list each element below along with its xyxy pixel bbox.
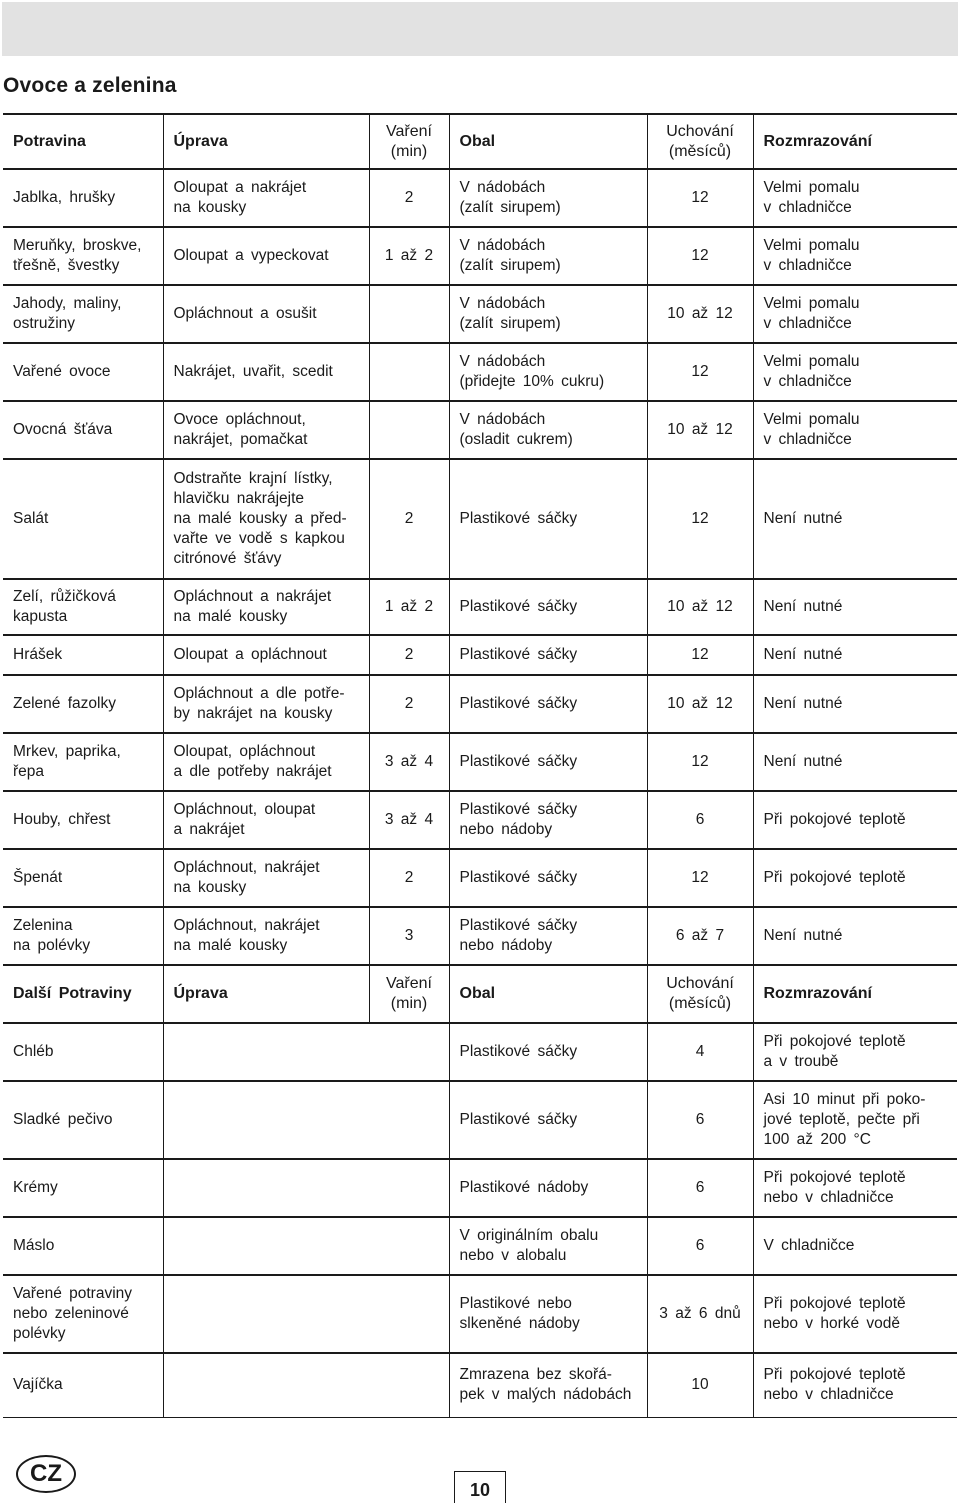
- prep-cell: Opláchnout, nakrájet na malé kousky: [163, 907, 369, 965]
- food-cell: Vajíčka: [3, 1353, 163, 1417]
- table-row: [3, 227, 957, 285]
- cook-cell: 2: [369, 169, 449, 227]
- pack-cell: Plastikové sáčky: [449, 459, 647, 579]
- table-row: [3, 635, 957, 675]
- pack-cell: V nádobách (zalít sirupem): [449, 169, 647, 227]
- thaw-cell: Není nutné: [753, 579, 957, 635]
- table-header: [3, 114, 957, 169]
- pack-cell: Plastikové sáčky nebo nádoby: [449, 907, 647, 965]
- prep-cell: Opláchnout, nakrájet na kousky: [163, 849, 369, 907]
- store-cell: 6: [647, 1081, 753, 1159]
- thaw-cell: V chladničce: [753, 1217, 957, 1275]
- thaw-cell: Při pokojové teplotě nebo v chladničce: [753, 1353, 957, 1417]
- cook-cell: [369, 401, 449, 459]
- store-cell: 12: [647, 635, 753, 675]
- section-title: Ovoce a zelenina: [3, 74, 177, 97]
- store-cell: 10: [647, 1353, 753, 1417]
- header-pack: Obal: [449, 114, 647, 169]
- cook-cell: 1 až 2: [369, 579, 449, 635]
- food-cell: Máslo: [3, 1217, 163, 1275]
- table-row: [3, 675, 957, 733]
- blank-cell: [163, 1353, 449, 1417]
- table-row: [3, 169, 957, 227]
- header-other-food: Další Potraviny: [3, 965, 163, 1023]
- pack-cell: V nádobách (zalít sirupem): [449, 227, 647, 285]
- store-cell: 12: [647, 849, 753, 907]
- header-other-thaw: Rozmrazování: [753, 965, 957, 1023]
- prep-cell: Ovoce opláchnout, nakrájet, pomačkat: [163, 401, 369, 459]
- blank-cell: [163, 1023, 449, 1081]
- pack-cell: Plastikové sáčky: [449, 849, 647, 907]
- store-cell: 4: [647, 1023, 753, 1081]
- food-cell: Vařené potraviny nebo zeleninové polévky: [3, 1275, 163, 1353]
- header-thaw: Rozmrazování: [753, 114, 957, 169]
- thaw-cell: Velmi pomalu v chladničce: [753, 343, 957, 401]
- food-cell: Zelenina na polévky: [3, 907, 163, 965]
- table-row: [3, 459, 957, 579]
- pack-cell: V nádobách (osladit cukrem): [449, 401, 647, 459]
- table-row: [3, 1023, 957, 1081]
- cook-cell: 1 až 2: [369, 227, 449, 285]
- table-row: [3, 1353, 957, 1417]
- store-cell: 12: [647, 459, 753, 579]
- pack-cell: V originálním obalu nebo v alobalu: [449, 1217, 647, 1275]
- cook-cell: 3: [369, 907, 449, 965]
- thaw-cell: Při pokojové teplotě nebo v horké vodě: [753, 1275, 957, 1353]
- table-row: [3, 401, 957, 459]
- pack-cell: Plastikové sáčky: [449, 733, 647, 791]
- thaw-cell: Velmi pomalu v chladničce: [753, 169, 957, 227]
- thaw-cell: Není nutné: [753, 635, 957, 675]
- store-cell: 12: [647, 343, 753, 401]
- prep-cell: Oloupat a nakrájet na kousky: [163, 169, 369, 227]
- cook-cell: 2: [369, 675, 449, 733]
- pack-cell: Zmrazena bez skořá- pek v malých nádobách: [449, 1353, 647, 1417]
- store-cell: 10 až 12: [647, 401, 753, 459]
- store-cell: 12: [647, 733, 753, 791]
- thaw-cell: Velmi pomalu v chladničce: [753, 285, 957, 343]
- country-badge: CZ: [16, 1455, 76, 1493]
- thaw-cell: Při pokojové teplotě nebo v chladničce: [753, 1159, 957, 1217]
- top-gray-band: [2, 2, 958, 56]
- thaw-cell: Není nutné: [753, 459, 957, 579]
- food-cell: Meruňky, broskve, třešně, švestky: [3, 227, 163, 285]
- table-row: [3, 1159, 957, 1217]
- thaw-cell: Při pokojové teplotě: [753, 791, 957, 849]
- prep-cell: Opláchnout a nakrájet na malé kousky: [163, 579, 369, 635]
- food-cell: Houby, chřest: [3, 791, 163, 849]
- food-cell: Chléb: [3, 1023, 163, 1081]
- table-row: [3, 343, 957, 401]
- page-number: 10: [454, 1471, 506, 1503]
- header-other-store: Uchování (měsíců): [647, 965, 753, 1023]
- prep-cell: Nakrájet, uvařit, scedit: [163, 343, 369, 401]
- store-cell: 12: [647, 227, 753, 285]
- food-cell: Hrášek: [3, 635, 163, 675]
- freezing-table: [3, 113, 957, 1418]
- prep-cell: Opláchnout a dle potře- by nakrájet na kousky: [163, 675, 369, 733]
- thaw-cell: Při pokojové teplotě a v troubě: [753, 1023, 957, 1081]
- pack-cell: Plastikové sáčky nebo nádoby: [449, 791, 647, 849]
- store-cell: 3 až 6 dnů: [647, 1275, 753, 1353]
- cook-cell: 2: [369, 849, 449, 907]
- store-cell: 6 až 7: [647, 907, 753, 965]
- header-other-prep: Úprava: [163, 965, 369, 1023]
- table-row: [3, 1217, 957, 1275]
- food-cell: Vařené ovoce: [3, 343, 163, 401]
- store-cell: 10 až 12: [647, 675, 753, 733]
- pack-cell: V nádobách (přidejte 10% cukru): [449, 343, 647, 401]
- thaw-cell: Asi 10 minut při poko- jové teplotě, pečte při 100 až 200 °C: [753, 1081, 957, 1159]
- cook-cell: 2: [369, 635, 449, 675]
- food-cell: Krémy: [3, 1159, 163, 1217]
- food-cell: Jahody, maliny, ostružiny: [3, 285, 163, 343]
- header-cook: Vaření (min): [369, 114, 449, 169]
- table-row: [3, 579, 957, 635]
- store-cell: 10 až 12: [647, 579, 753, 635]
- cook-cell: [369, 343, 449, 401]
- cook-cell: [369, 285, 449, 343]
- food-cell: Špenát: [3, 849, 163, 907]
- prep-cell: Oloupat a vypeckovat: [163, 227, 369, 285]
- pack-cell: Plastikové nebo slkeněné nádoby: [449, 1275, 647, 1353]
- pack-cell: Plastikové nádoby: [449, 1159, 647, 1217]
- table-row: [3, 1081, 957, 1159]
- thaw-cell: Velmi pomalu v chladničce: [753, 401, 957, 459]
- table-row: [3, 849, 957, 907]
- pack-cell: Plastikové sáčky: [449, 635, 647, 675]
- table-header-other: [3, 965, 957, 1023]
- food-cell: Jablka, hrušky: [3, 169, 163, 227]
- prep-cell: Opláchnout, oloupat a nakrájet: [163, 791, 369, 849]
- blank-cell: [163, 1275, 449, 1353]
- food-cell: Sladké pečivo: [3, 1081, 163, 1159]
- food-cell: Salát: [3, 459, 163, 579]
- store-cell: 6: [647, 1159, 753, 1217]
- pack-cell: Plastikové sáčky: [449, 579, 647, 635]
- prep-cell: Opláchnout a osušit: [163, 285, 369, 343]
- thaw-cell: Při pokojové teplotě: [753, 849, 957, 907]
- header-other-pack: Obal: [449, 965, 647, 1023]
- pack-cell: V nádobách (zalít sirupem): [449, 285, 647, 343]
- table-row: [3, 907, 957, 965]
- food-cell: Mrkev, paprika, řepa: [3, 733, 163, 791]
- food-cell: Zelí, růžičková kapusta: [3, 579, 163, 635]
- store-cell: 6: [647, 791, 753, 849]
- blank-cell: [163, 1217, 449, 1275]
- thaw-cell: Není nutné: [753, 675, 957, 733]
- blank-cell: [163, 1081, 449, 1159]
- header-other-cook: Vaření (min): [369, 965, 449, 1023]
- food-cell: Zelené fazolky: [3, 675, 163, 733]
- prep-cell: Oloupat, opláchnout a dle potřeby nakrájet: [163, 733, 369, 791]
- table-row: [3, 285, 957, 343]
- header-food: Potravina: [3, 114, 163, 169]
- header-prep: Úprava: [163, 114, 369, 169]
- pack-cell: Plastikové sáčky: [449, 675, 647, 733]
- food-cell: Ovocná šťáva: [3, 401, 163, 459]
- table-row: [3, 791, 957, 849]
- store-cell: 6: [647, 1217, 753, 1275]
- thaw-cell: Není nutné: [753, 907, 957, 965]
- pack-cell: Plastikové sáčky: [449, 1023, 647, 1081]
- prep-cell: Oloupat a opláchnout: [163, 635, 369, 675]
- table-row: [3, 733, 957, 791]
- pack-cell: Plastikové sáčky: [449, 1081, 647, 1159]
- blank-cell: [163, 1159, 449, 1217]
- prep-cell: Odstraňte krajní lístky, hlavičku nakrájejte na malé kousky a před- vařte ve vodě s kapkou citrónové šťávy: [163, 459, 369, 579]
- header-store: Uchování (měsíců): [647, 114, 753, 169]
- table-row: [3, 1275, 957, 1353]
- cook-cell: 2: [369, 459, 449, 579]
- store-cell: 12: [647, 169, 753, 227]
- thaw-cell: Velmi pomalu v chladničce: [753, 227, 957, 285]
- cook-cell: 3 až 4: [369, 791, 449, 849]
- store-cell: 10 až 12: [647, 285, 753, 343]
- thaw-cell: Není nutné: [753, 733, 957, 791]
- cook-cell: 3 až 4: [369, 733, 449, 791]
